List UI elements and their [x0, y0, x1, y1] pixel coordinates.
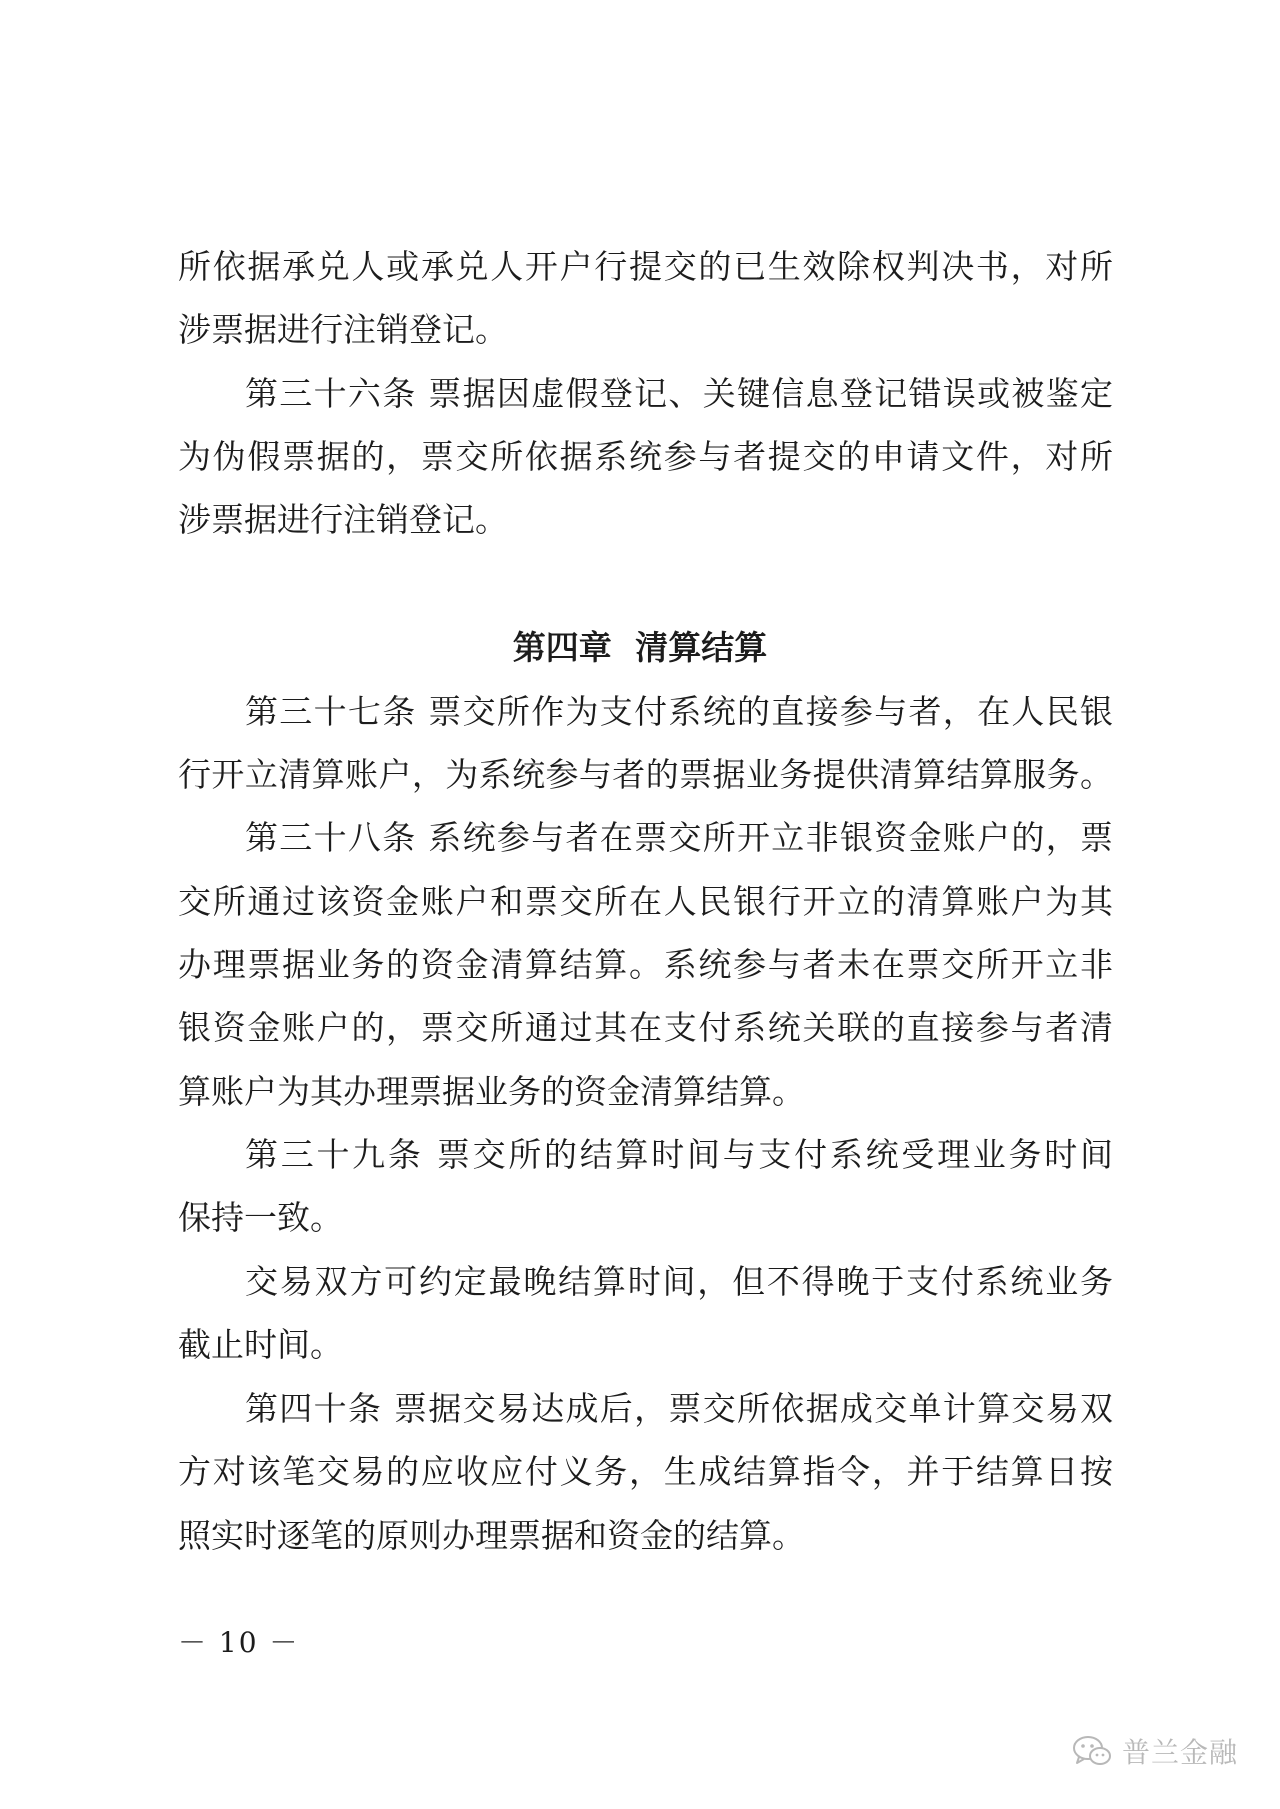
article-36-line: 第三十六条 票据因虚假登记、关键信息登记错误或被鉴定 [245, 374, 1113, 413]
page-number: － 10 － [178, 1626, 300, 1659]
article-38-line: 第三十八条 系统参与者在票交所开立非银资金账户的，票 [245, 818, 1113, 857]
watermark [1072, 1731, 1238, 1771]
paragraph-line: 为伪假票据的，票交所依据系统参与者提交的申请文件，对所 [178, 437, 1113, 476]
paragraph-line: 保持一致。 [178, 1198, 343, 1237]
watermark-text: 普兰金融 [1121, 1736, 1238, 1769]
paragraph-line: 算账户为其办理票据业务的资金清算结算。 [178, 1072, 805, 1111]
paragraph-line: 交所通过该资金账户和票交所在人民银行开立的清算账户为其 [178, 882, 1113, 921]
paragraph-line: 涉票据进行注销登记。 [178, 500, 508, 539]
article-39-line: 第三十九条 票交所的结算时间与支付系统受理业务时间 [245, 1135, 1113, 1174]
paragraph-line: 截止时间。 [178, 1325, 343, 1364]
paragraph-line: 银资金账户的，票交所通过其在支付系统关联的直接参与者清 [178, 1008, 1113, 1047]
article-40-line: 第四十条 票据交易达成后，票交所依据成交单计算交易双 [245, 1389, 1113, 1428]
paragraph-line: 行开立清算账户，为系统参与者的票据业务提供清算结算服务。 [178, 755, 1113, 794]
paragraph-line: 涉票据进行注销登记。 [178, 310, 508, 349]
article-37-line: 第三十七条 票交所作为支付系统的直接参与者，在人民银 [245, 692, 1113, 731]
paragraph-line: 办理票据业务的资金清算结算。系统参与者未在票交所开立非 [178, 945, 1113, 984]
paragraph-line: 所依据承兑人或承兑人开户行提交的已生效除权判决书，对所 [178, 247, 1113, 286]
chapter-heading: 第四章 清算结算 [512, 628, 768, 667]
paragraph-line: 交易双方可约定最晚结算时间，但不得晚于支付系统业务 [245, 1262, 1113, 1301]
paragraph-line: 方对该笔交易的应收应付义务，生成结算指令，并于结算日按 [178, 1452, 1113, 1491]
paragraph-line: 照实时逐笔的原则办理票据和资金的结算。 [178, 1516, 805, 1555]
wechat-icon [1072, 1734, 1112, 1768]
